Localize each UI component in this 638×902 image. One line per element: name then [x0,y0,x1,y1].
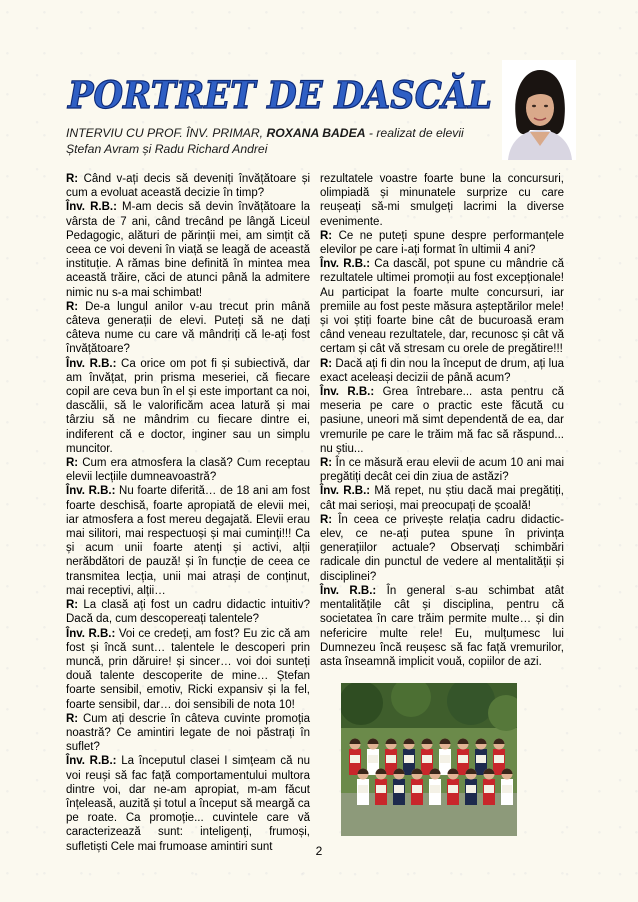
paragraph-text: Dacă ați fi din nou la început de drum, ați lua exact aceleași decizii de până acum? [320,357,564,384]
teacher-name: ROXANA BADEA [266,126,366,140]
subtitle-prefix: INTERVIU CU PROF. ÎNV. PRIMAR, [66,126,267,140]
speaker-label: R: [66,300,79,313]
interview-paragraph [320,484,564,512]
interview-paragraph [320,456,564,484]
paragraph-text: În ceea ce privește relația cadru didactic-elev, ce ne-ați putea spune în privința generațiilor actuale? Observați schimbări radicale din punctul de vedere al mentalității și disciplinei? [320,513,564,583]
paragraph-text: M-am decis să devin învățătoare la vârsta de 7 ani, când trecând pe lângă Liceul Pedagogic, alături de părinții mei, am simțit că ceea ce voi deveni în viață se leagă de această instituție. A rămas bine definită în mintea mea această trăire, căci de atunci până la admitere nimic nu s-a mai schimbat! [66,201,311,299]
paragraph-text: Mă repet, nu știu dacă mai pregătiți, cât mai serioși, mai preocupați de școală! [320,485,564,512]
interview-paragraph [320,357,564,385]
interview-paragraph [320,385,564,456]
paragraph-text: Cum ați descrie în câteva cuvinte promoția noastră? Ce amintiri legate de noi păstrați în suflet? [66,712,310,754]
interview-paragraph [66,598,310,626]
interview-paragraph [66,627,310,712]
speaker-label: R: [320,357,333,370]
left-column [66,172,310,854]
speaker-label: R: [66,173,79,185]
paragraph-text: Grea întrebare... asta pentru că meseria pe care o practic este făcută cu pasiune, uneori mă simt dependentă de ea, dar vremurile pe care le trăim mă fac să răspund... nu știu... [320,386,564,455]
speaker-label: Înv. R.B.: [320,584,377,597]
subtitle-suffix: - realizat de elevii Ștefan Avram și Radu Richard Andrei [66,126,464,156]
title-text: PORTRET DE DASCĂL [67,73,492,117]
paragraph-text: Ca orice om pot fi și subiectivă, dar am învățat, prin prisma meseriei, că fiecare copil are ceva bun în el și este important ca noi, dascălii, să le valorificăm acea latură și mai târziu să ne mândrim cu fiecare dintre ei, indiferent că e doctor, inginer sau un simplu muncitor. [66,357,310,455]
paragraph-text: În general s-au schimbat atât mentalitățile cât și disciplina, pentru că societatea în care trăim permite multe… și din nefericire multe rele! Eu, mulțumesc lui Dumnezeu încă reușesc să fac față vremurilor, asta înseamnă implicit vouă, copiilor de azi. [320,584,564,668]
interview-paragraph [66,712,310,755]
interview-subtitle [66,125,496,157]
class-group-image [341,683,517,836]
speaker-label: Înv. R.B.: [66,201,117,214]
page-title [66,68,496,118]
speaker-label: R: [320,229,333,242]
paragraph-text: La începutul clasei I simțeam că nu voi reuși să fac față comportamentului multora dintre voi, dar ne-am apropiat, m-am făcut înțeleasă, auzită și totul a început să meargă ca pe roate. Ca promoție... cuvintele care vă caracterizează sunt: inteligenți, frumoși, sufletiști Cele mai frumoase amintiri sunt [66,755,310,853]
paragraph-text: Ce ne puteți spune despre performanțele elevilor pe care i-ați format în ultimii 4 ani? [320,229,564,257]
interview-paragraph [66,300,310,357]
interview-paragraph [66,200,310,299]
paragraph-text: Ca dascăl, pot spune cu mândrie că rezultatele ultimei promoții au fost excepționale! Au participat la foarte multe concursuri, iar premiile au fost peste măsura așteptărilor mele! și voi știți foarte bine cât de bucuroasă eram când veneau rezultatele, dar, recunosc și cât vă certam și cât vă stresam cu orele de pregătire!!! [320,258,564,356]
paragraph-text: Cum era atmosfera la clasă? Cum receptau elevii lecțiile dumneavoastră? [66,457,310,484]
speaker-label: R: [66,712,79,725]
speaker-label: R: [320,457,333,470]
paragraph-text: rezultatele voastre foarte bune la concursuri, olimpiadă și minunatele surprize cu care reușeați să-mi smulgeți lacrimi la diverse evenimente. [320,173,564,228]
speaker-label: R: [66,599,79,612]
speaker-label: Înv. R.B.: [66,357,117,370]
speaker-label: R: [320,513,333,526]
paragraph-text: La clasă ați fost un cadru didactic intuitiv? Dacă da, cum descopereați talentele? [66,599,310,626]
interview-paragraph [66,357,310,456]
interview-paragraph [66,456,310,484]
speaker-label: Înv. R.B.: [66,485,116,498]
interview-paragraph [320,172,564,229]
interview-paragraph [320,257,564,356]
teacher-portrait-image [502,60,576,160]
teacher-portrait-photo [502,60,576,160]
paragraph-text: Nu foarte diferită… de 18 ani am fost foarte deschisă, foarte apropiată de elevii mei, iar atmosfera a fost mereu degajată. Elevii erau mai silitori, mai respectuoși și mai cuminți!!! Ca și acum unii foarte atenți și activi, alții nerăbdători de pauză! și în funcție de ceea ce transmitea lecția, unii mai atrași de conținut, mai receptivi, alții… [66,485,310,597]
title-graphic [66,68,496,118]
speaker-label: Înv. R.B.: [320,485,371,498]
speaker-label: Înv. R.B.: [66,755,117,768]
right-column [320,172,564,669]
class-group-photo [341,683,517,836]
interview-paragraph [66,172,310,200]
speaker-label: R: [66,457,79,470]
speaker-label: Înv. R.B.: [320,258,371,271]
speaker-label: Înv. R.B.: [66,627,116,640]
interview-paragraph [320,513,564,584]
paragraph-text: În ce măsură erau elevii de acum 10 ani mai pregătiți decât cei din ziua de astăzi? [320,457,564,484]
interview-paragraph [320,584,564,669]
paragraph-text: Voi ce credeți, am fost? Eu zic că am fost și încă sunt… talentele le descoperi prin muncă, prin dăruire! și sincer… voi doi sunteți două talente descoperite de mine… Ștefan foarte sensibil, emotiv, Ricki expansiv și la fel, foarte sensibil, dar… doi sensibili de nota 10! [66,627,311,711]
interview-paragraph [66,754,310,853]
paragraph-text: Când v-ați decis să deveniți învățătoare și cum a evoluat această decizie în timp? [66,173,310,200]
page-number: 2 [315,844,323,858]
interview-paragraph [320,229,564,257]
paragraph-text: De-a lungul anilor v-au trecut prin mână câteva generații de elevi. Puteți să ne dați câteva nume cu care vă mândriți că le-ați fost învățătoare? [66,300,310,356]
interview-paragraph [66,484,310,598]
speaker-label: Înv. R.B.: [320,386,375,399]
